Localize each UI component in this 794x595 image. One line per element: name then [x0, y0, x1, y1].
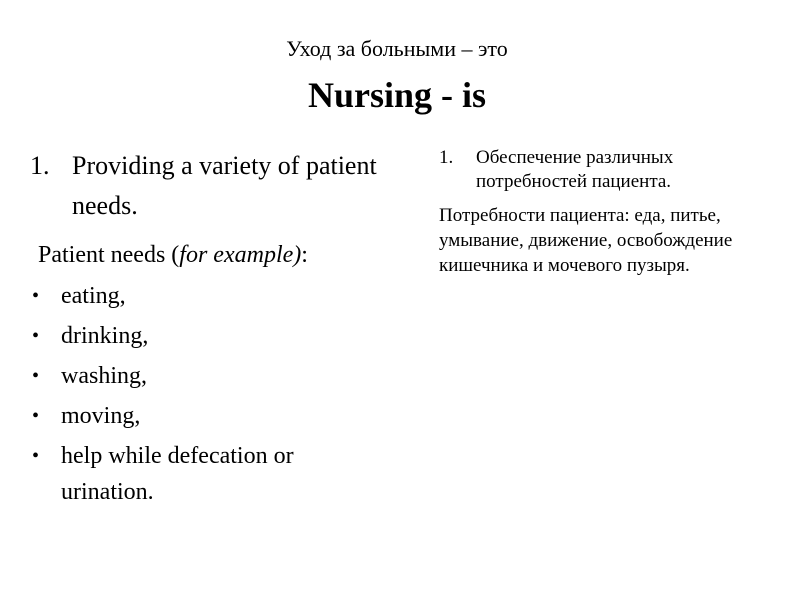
bullet-text: eating, — [61, 283, 126, 309]
list-item — [30, 316, 390, 356]
needs-heading-prefix: Patient needs ( — [38, 242, 180, 268]
bullet-text: drinking, — [61, 323, 149, 349]
needs-heading-suffix: : — [301, 242, 308, 268]
item-number: 1. — [30, 151, 50, 180]
item-text: Providing a variety of patient needs. — [72, 151, 377, 220]
list-item — [30, 396, 390, 436]
list-item — [30, 436, 390, 510]
bullet-icon: • — [32, 285, 40, 307]
bullet-icon: • — [32, 365, 40, 387]
needs-bullet-list — [30, 276, 390, 510]
slide-subtitle: Уход за больными – это — [286, 36, 508, 61]
numbered-item-ru — [439, 146, 759, 194]
item-number-ru: 1. — [439, 147, 454, 168]
bullet-icon: • — [32, 445, 40, 467]
needs-paragraph-ru: Потребности пациента: еда, питье, умывание, движение, освобождение кишечника и мочевого пузыря. — [439, 205, 733, 276]
bullet-text: help while defecation or urination. — [61, 443, 294, 505]
bullet-icon: • — [32, 405, 40, 427]
needs-heading-example: for example) — [179, 242, 302, 268]
bullet-icon: • — [32, 325, 40, 347]
left-column — [30, 146, 390, 510]
item-text-ru: Обеспечение различных потребностей пациента. — [476, 147, 674, 192]
right-column — [439, 146, 759, 278]
needs-heading — [30, 238, 390, 272]
bullet-text: moving, — [61, 403, 141, 429]
slide-title: Nursing - is — [307, 75, 487, 115]
list-item — [30, 276, 390, 316]
numbered-item — [30, 146, 390, 226]
list-item — [30, 356, 390, 396]
bullet-text: washing, — [61, 363, 147, 389]
